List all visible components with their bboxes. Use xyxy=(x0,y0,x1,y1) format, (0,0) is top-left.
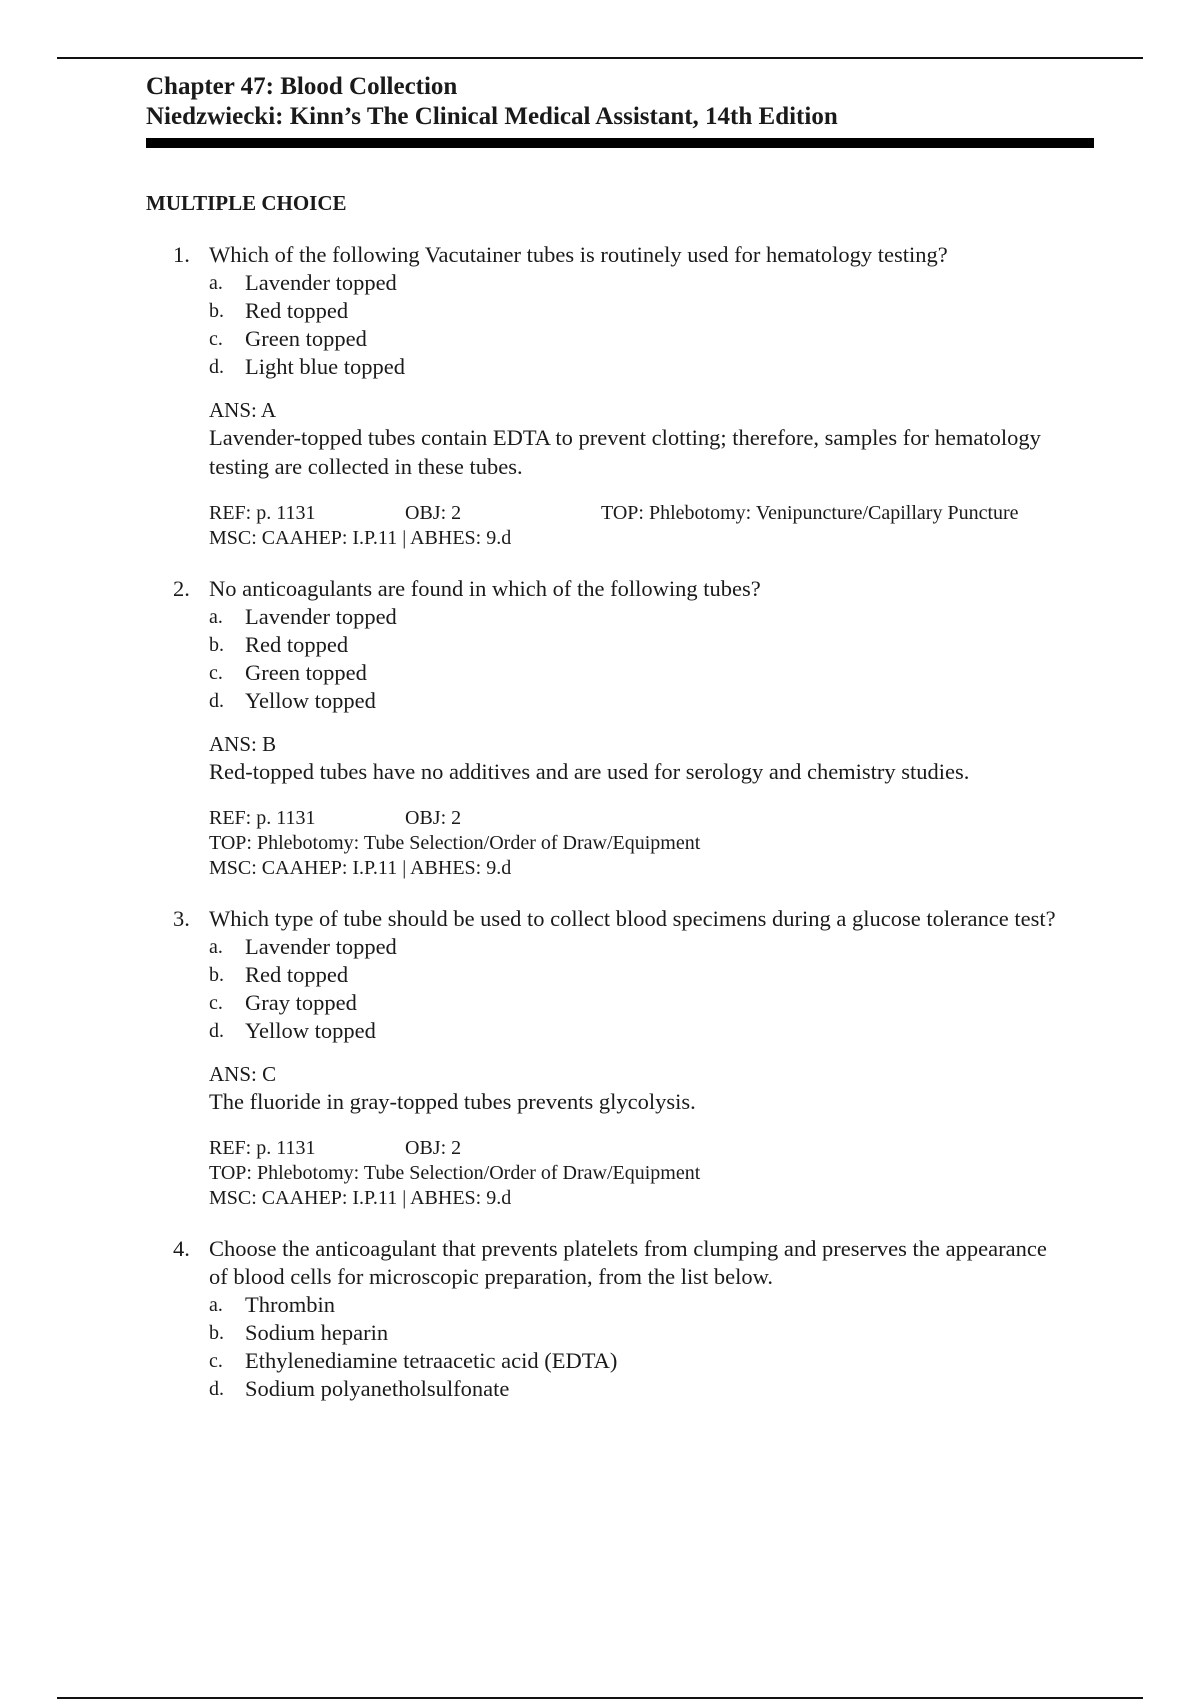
answer-options xyxy=(209,1291,1106,1403)
top-rule xyxy=(57,57,1143,59)
question-list xyxy=(146,241,1106,1403)
option-c xyxy=(209,989,1106,1017)
meta-ref: REF: p. 1131 xyxy=(209,502,316,524)
option-text: Sodium heparin xyxy=(245,1320,389,1345)
option-letter: b. xyxy=(209,300,224,322)
option-a xyxy=(209,269,1106,297)
question-text: No anticoagulants are found in which of the following tubes? xyxy=(209,576,761,601)
meta-row xyxy=(209,806,1106,831)
option-b xyxy=(209,631,1106,659)
meta-top: TOP: Phlebotomy: Tube Selection/Order of Draw/Equipment xyxy=(209,832,701,854)
option-text: Lavender topped xyxy=(245,934,397,959)
answer-key: ANS: A xyxy=(209,398,277,422)
option-text: Thrombin xyxy=(245,1292,335,1317)
answer-block xyxy=(209,397,1106,481)
option-letter: d. xyxy=(209,356,224,378)
bottom-rule xyxy=(57,1697,1143,1699)
option-text: Light blue topped xyxy=(245,354,405,379)
option-text: Lavender topped xyxy=(245,270,397,295)
option-text: Green topped xyxy=(245,326,367,351)
option-letter: c. xyxy=(209,662,223,684)
meta-row xyxy=(209,1136,1106,1161)
question-text: Which of the following Vacutainer tubes is routinely used for hematology testing? xyxy=(209,242,948,267)
meta-top: TOP: Phlebotomy: Tube Selection/Order of Draw/Equipment xyxy=(209,1162,701,1184)
option-letter: a. xyxy=(209,936,223,958)
book-title: Niedzwiecki: Kinn’s The Clinical Medical Assistant, 14th Edition xyxy=(146,103,838,130)
answer-explanation: The fluoride in gray-topped tubes prevents glycolysis. xyxy=(209,1089,696,1114)
meta-top: TOP: Phlebotomy: Venipuncture/Capillary Puncture xyxy=(601,502,1019,524)
answer-explanation: Red-topped tubes have no additives and are used for serology and chemistry studies. xyxy=(209,759,970,784)
question-1 xyxy=(146,241,1106,551)
option-a xyxy=(209,933,1106,961)
question-number: 2. xyxy=(173,576,190,601)
meta-ref: REF: p. 1131 xyxy=(209,807,316,829)
option-letter: d. xyxy=(209,690,224,712)
question-number: 3. xyxy=(173,906,190,931)
answer-options xyxy=(209,603,1106,715)
option-letter: c. xyxy=(209,992,223,1014)
option-letter: c. xyxy=(209,328,223,350)
option-text: Sodium polyanetholsulfonate xyxy=(245,1376,510,1401)
answer-explanation: Lavender-topped tubes contain EDTA to prevent clotting; therefore, samples for hematology testing are collected in these tubes. xyxy=(209,425,1041,479)
meta-msc: MSC: CAAHEP: I.P.11 | ABHES: 9.d xyxy=(209,527,512,549)
option-text: Green topped xyxy=(245,660,367,685)
answer-key: ANS: B xyxy=(209,732,277,756)
meta-obj: OBJ: 2 xyxy=(405,502,462,524)
question-text: Choose the anticoagulant that prevents platelets from clumping and preserves the appearance of blood cells for microscopic preparation, from the list below. xyxy=(209,1236,1047,1289)
option-b xyxy=(209,297,1106,325)
answer-options xyxy=(209,933,1106,1045)
answer-block xyxy=(209,731,1106,786)
question-metadata xyxy=(209,806,1106,881)
chapter-title: Chapter 47: Blood Collection xyxy=(146,73,458,100)
question-number: 1. xyxy=(173,242,190,267)
option-d xyxy=(209,1375,1106,1403)
option-c xyxy=(209,1347,1106,1375)
meta-obj: OBJ: 2 xyxy=(405,807,462,829)
option-d xyxy=(209,353,1106,381)
option-a xyxy=(209,1291,1106,1319)
option-letter: c. xyxy=(209,1350,223,1372)
option-text: Lavender topped xyxy=(245,604,397,629)
option-text: Yellow topped xyxy=(245,688,376,713)
question-text: Which type of tube should be used to collect blood specimens during a glucose tolerance test? xyxy=(209,906,1056,931)
meta-obj: OBJ: 2 xyxy=(405,1137,462,1159)
meta-ref: REF: p. 1131 xyxy=(209,1137,316,1159)
option-letter: d. xyxy=(209,1378,224,1400)
option-letter: b. xyxy=(209,964,224,986)
option-letter: a. xyxy=(209,606,223,628)
question-metadata xyxy=(209,1136,1106,1211)
option-text: Gray topped xyxy=(245,990,357,1015)
question-4 xyxy=(146,1235,1106,1403)
option-letter: a. xyxy=(209,1294,223,1316)
question-2 xyxy=(146,575,1106,881)
section-title: MULTIPLE CHOICE xyxy=(146,191,347,215)
meta-row xyxy=(209,501,1106,526)
option-c xyxy=(209,325,1106,353)
option-b xyxy=(209,1319,1106,1347)
question-metadata xyxy=(209,501,1106,551)
option-letter: b. xyxy=(209,1322,224,1344)
option-b xyxy=(209,961,1106,989)
answer-key: ANS: C xyxy=(209,1062,277,1086)
option-letter: d. xyxy=(209,1020,224,1042)
option-text: Red topped xyxy=(245,298,349,323)
option-d xyxy=(209,1017,1106,1045)
answer-options xyxy=(209,269,1106,381)
option-letter: a. xyxy=(209,272,223,294)
question-3 xyxy=(146,905,1106,1211)
question-number: 4. xyxy=(173,1236,190,1261)
option-text: Red topped xyxy=(245,962,349,987)
answer-block xyxy=(209,1061,1106,1116)
meta-msc: MSC: CAAHEP: I.P.11 | ABHES: 9.d xyxy=(209,857,512,879)
document-page xyxy=(146,72,1106,1403)
option-letter: b. xyxy=(209,634,224,656)
option-a xyxy=(209,603,1106,631)
option-c xyxy=(209,659,1106,687)
option-text: Ethylenediamine tetraacetic acid (EDTA) xyxy=(245,1348,618,1373)
option-d xyxy=(209,687,1106,715)
option-text: Red topped xyxy=(245,632,349,657)
option-text: Yellow topped xyxy=(245,1018,376,1043)
meta-msc: MSC: CAAHEP: I.P.11 | ABHES: 9.d xyxy=(209,1187,512,1209)
header-rule xyxy=(146,138,1094,148)
